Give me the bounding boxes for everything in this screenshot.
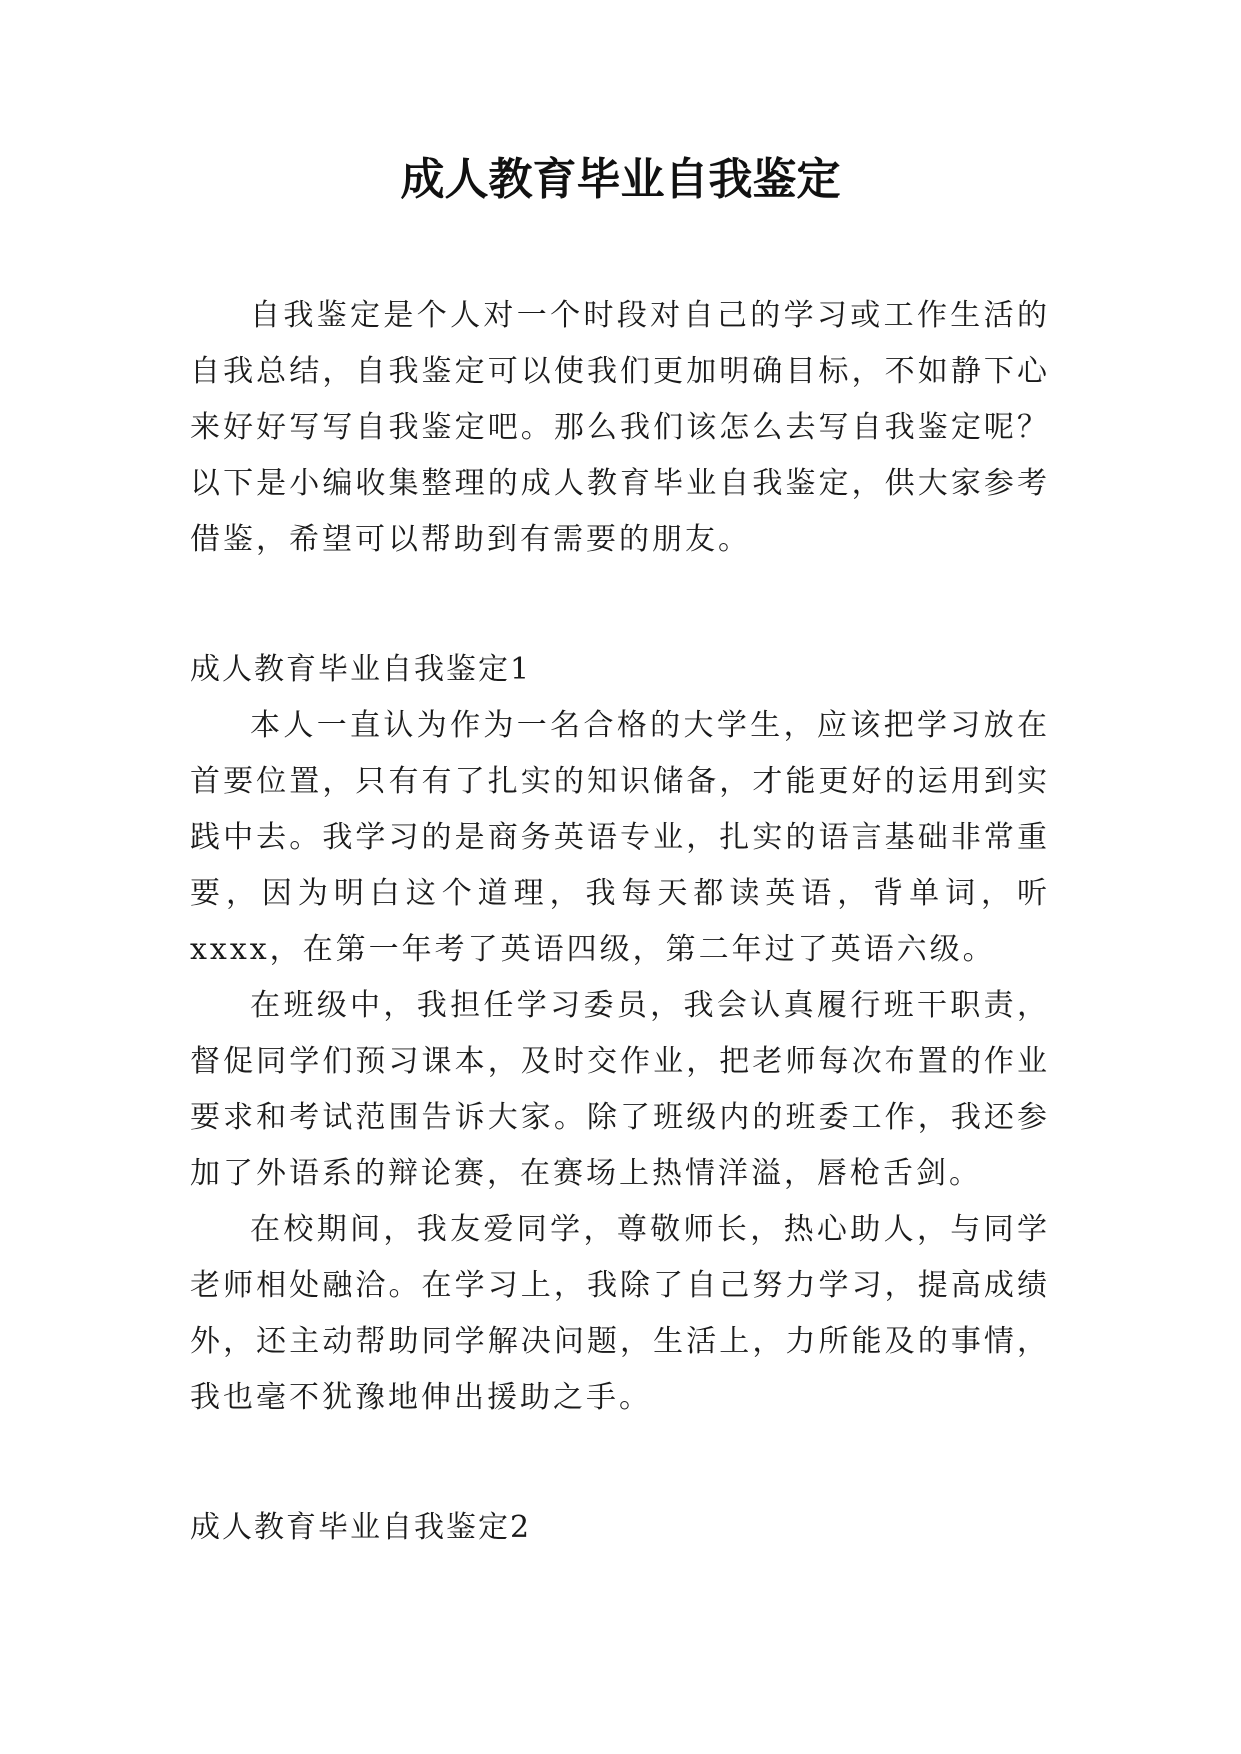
section-heading-2: 成人教育毕业自我鉴定2: [190, 1510, 532, 1545]
intro-paragraph: 自我鉴定是个人对一个时段对自己的学习或工作生活的自我总结，自我鉴定可以使我们更加明确目标，不如静下心来好好写写自我鉴定吧。那么我们该怎么去写自我鉴定呢？以下是小编收集整理的成人教育毕业自我鉴定，供大家参考借鉴，希望可以帮助到有需要的朋友。: [190, 298, 1050, 557]
section-1-paragraph-1: 本人一直认为作为一名合格的大学生，应该把学习放在首要位置，只有有了扎实的知识储备，才能更好的运用到实践中去。我学习的是商务英语专业，扎实的语言基础非常重要，因为明白这个道理，我每天都读英语，背单词，听xxxx，在第一年考了英语四级，第二年过了英语六级。: [190, 708, 1050, 967]
document-title: 成人教育毕业自我鉴定: [400, 154, 841, 205]
section-1-paragraph-3: 在校期间，我友爱同学，尊敬师长，热心助人，与同学老师相处融洽。在学习上，我除了自己努力学习，提高成绩外，还主动帮助同学解决问题，生活上，力所能及的事情，我也毫不犹豫地伸出援助之手。: [190, 1212, 1050, 1415]
document-body: [190, 288, 1050, 1556]
section-heading-1: 成人教育毕业自我鉴定1: [190, 652, 532, 687]
section-1-paragraph-2: 在班级中，我担任学习委员，我会认真履行班干职责，督促同学们预习课本，及时交作业，把老师每次布置的作业要求和考试范围告诉大家。除了班级内的班委工作，我还参加了外语系的辩论赛，在赛场上热情洋溢，唇枪舌剑。: [190, 988, 1050, 1191]
